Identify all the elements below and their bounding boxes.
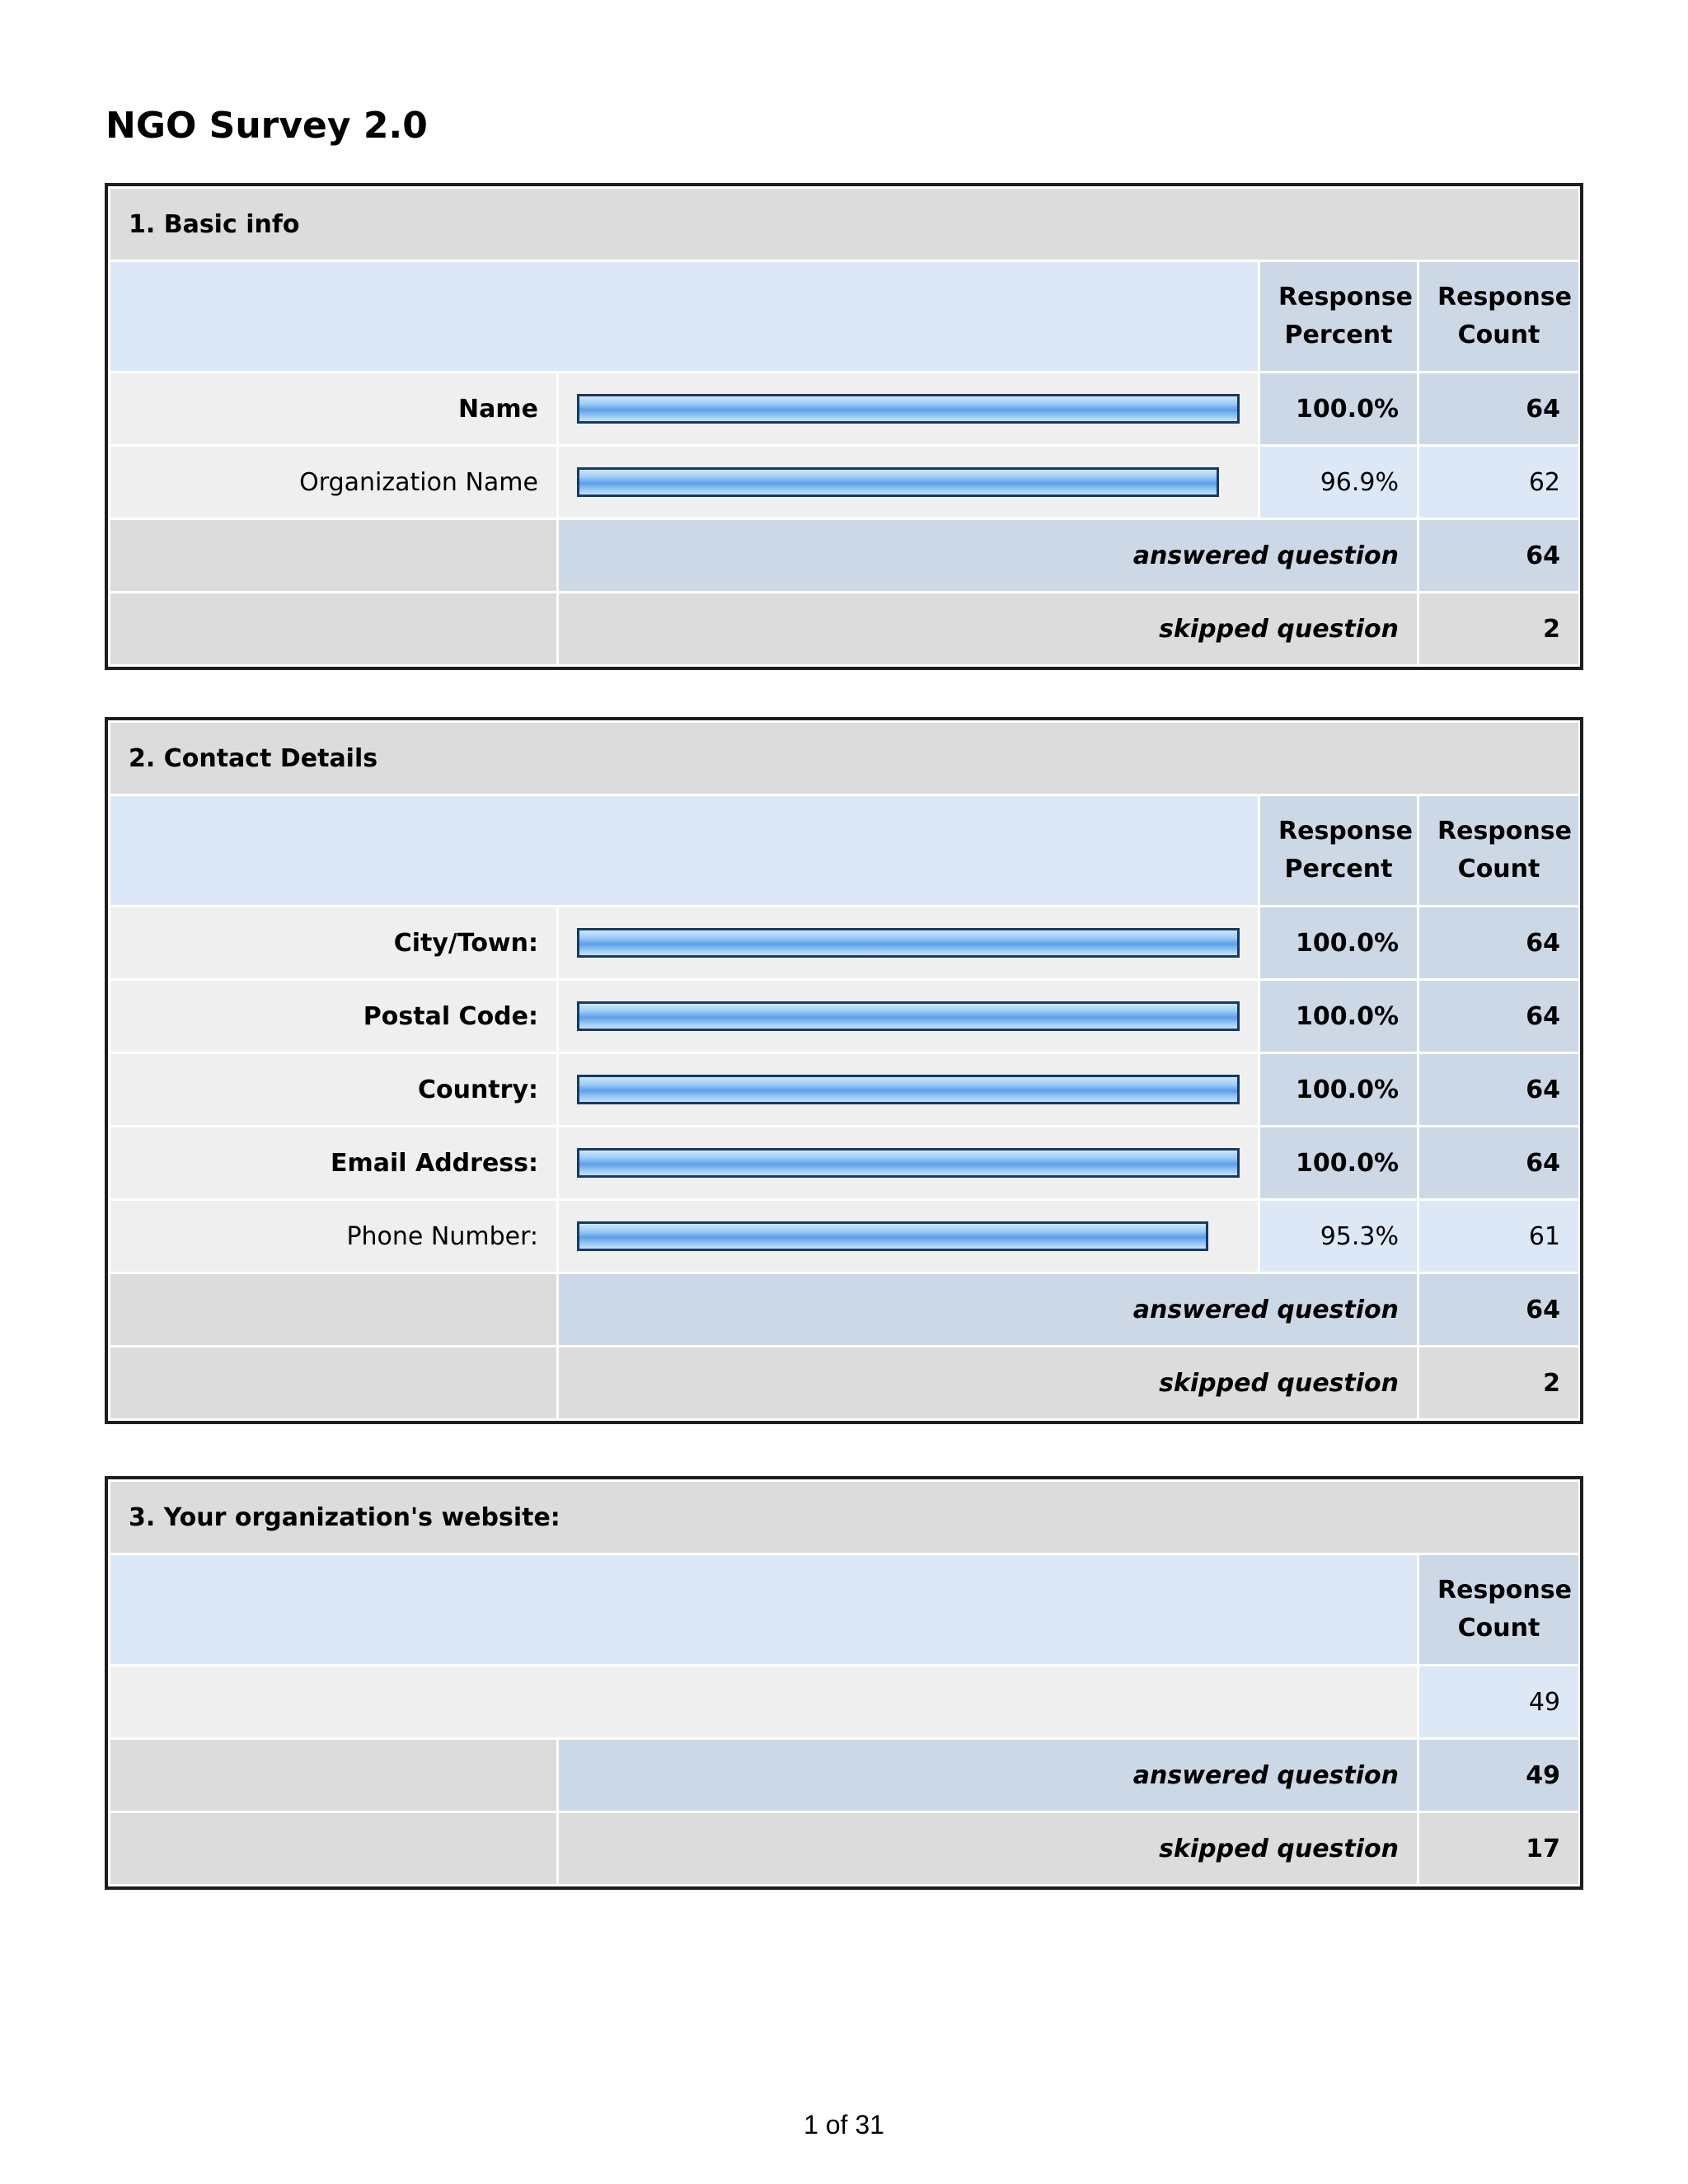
bar-cell — [559, 907, 1258, 978]
table-row — [110, 1666, 1578, 1737]
row-label: Phone Number: — [110, 1201, 556, 1272]
answered-question-count: 64 — [1419, 1274, 1578, 1345]
response-percent: 95.3% — [1260, 1201, 1417, 1272]
question-3-table — [105, 1476, 1583, 1890]
skipped-question-count: 2 — [1419, 1347, 1578, 1418]
response-count: 64 — [1419, 907, 1578, 978]
response-bar — [577, 467, 1219, 497]
response-percent-header: Response Percent — [1260, 796, 1417, 905]
response-count: 62 — [1419, 447, 1578, 518]
question-title: 2. Contact Details — [110, 723, 1578, 794]
response-count-header: Response Count — [1419, 796, 1578, 905]
row-label: Email Address: — [110, 1127, 556, 1198]
question-1-table — [105, 183, 1583, 670]
answered-question-count: 64 — [1419, 520, 1578, 591]
response-count: 64 — [1419, 1054, 1578, 1125]
response-percent: 100.0% — [1260, 981, 1417, 1052]
skipped-question-count: 2 — [1419, 593, 1578, 664]
response-percent: 100.0% — [1260, 373, 1417, 444]
response-count: 61 — [1419, 1201, 1578, 1272]
skipped-question-label: skipped question — [559, 1347, 1417, 1418]
table-row — [110, 1127, 1578, 1198]
skipped-question-count: 17 — [1419, 1813, 1578, 1884]
table-row — [110, 907, 1578, 978]
header-blank — [110, 1555, 1417, 1664]
response-count: 64 — [1419, 373, 1578, 444]
response-count: 64 — [1419, 981, 1578, 1052]
response-percent: 96.9% — [1260, 447, 1417, 518]
summary-blank — [110, 1347, 556, 1418]
answered-question-label: answered question — [559, 1274, 1417, 1345]
header-blank — [110, 262, 1258, 371]
table-row — [110, 1201, 1578, 1272]
bar-cell — [559, 373, 1258, 444]
response-bar — [577, 1075, 1240, 1104]
skipped-question-label: skipped question — [559, 593, 1417, 664]
bar-cell — [559, 1127, 1258, 1198]
question-2-table — [105, 717, 1583, 1424]
response-percent: 100.0% — [1260, 1054, 1417, 1125]
answered-question-label: answered question — [559, 520, 1417, 591]
row-label: Organization Name — [110, 447, 556, 518]
skipped-question-label: skipped question — [559, 1813, 1417, 1884]
response-percent: 100.0% — [1260, 907, 1417, 978]
answered-question-count: 49 — [1419, 1740, 1578, 1811]
response-bar — [577, 928, 1240, 958]
summary-blank — [110, 1274, 556, 1345]
row-label: Postal Code: — [110, 981, 556, 1052]
response-count: 64 — [1419, 1127, 1578, 1198]
bar-cell — [559, 981, 1258, 1052]
row-label: City/Town: — [110, 907, 556, 978]
summary-blank — [110, 1740, 556, 1811]
table-row — [110, 1054, 1578, 1125]
response-count-header: Response Count — [1419, 262, 1578, 371]
summary-blank — [110, 520, 556, 591]
table-row — [110, 981, 1578, 1052]
question-title: 1. Basic info — [110, 189, 1578, 260]
row-blank — [110, 1666, 1417, 1737]
summary-blank — [110, 1813, 556, 1884]
answered-question-label: answered question — [559, 1740, 1417, 1811]
response-bar — [577, 1221, 1208, 1251]
table-row — [110, 373, 1578, 444]
row-label: Name — [110, 373, 556, 444]
response-bar — [577, 1148, 1240, 1178]
response-bar — [577, 1001, 1240, 1031]
response-percent: 100.0% — [1260, 1127, 1417, 1198]
bar-cell — [559, 1054, 1258, 1125]
summary-blank — [110, 593, 556, 664]
bar-cell — [559, 1201, 1258, 1272]
header-blank — [110, 796, 1258, 905]
response-count: 49 — [1419, 1666, 1578, 1737]
row-label: Country: — [110, 1054, 556, 1125]
response-bar — [577, 394, 1240, 424]
page-number: 1 of 31 — [804, 2110, 884, 2139]
response-count-header: Response Count — [1419, 1555, 1578, 1664]
page-title: NGO Survey 2.0 — [106, 105, 428, 147]
response-percent-header: Response Percent — [1260, 262, 1417, 371]
bar-cell — [559, 447, 1258, 518]
table-row — [110, 447, 1578, 518]
question-title: 3. Your organization's website: — [110, 1482, 1578, 1553]
